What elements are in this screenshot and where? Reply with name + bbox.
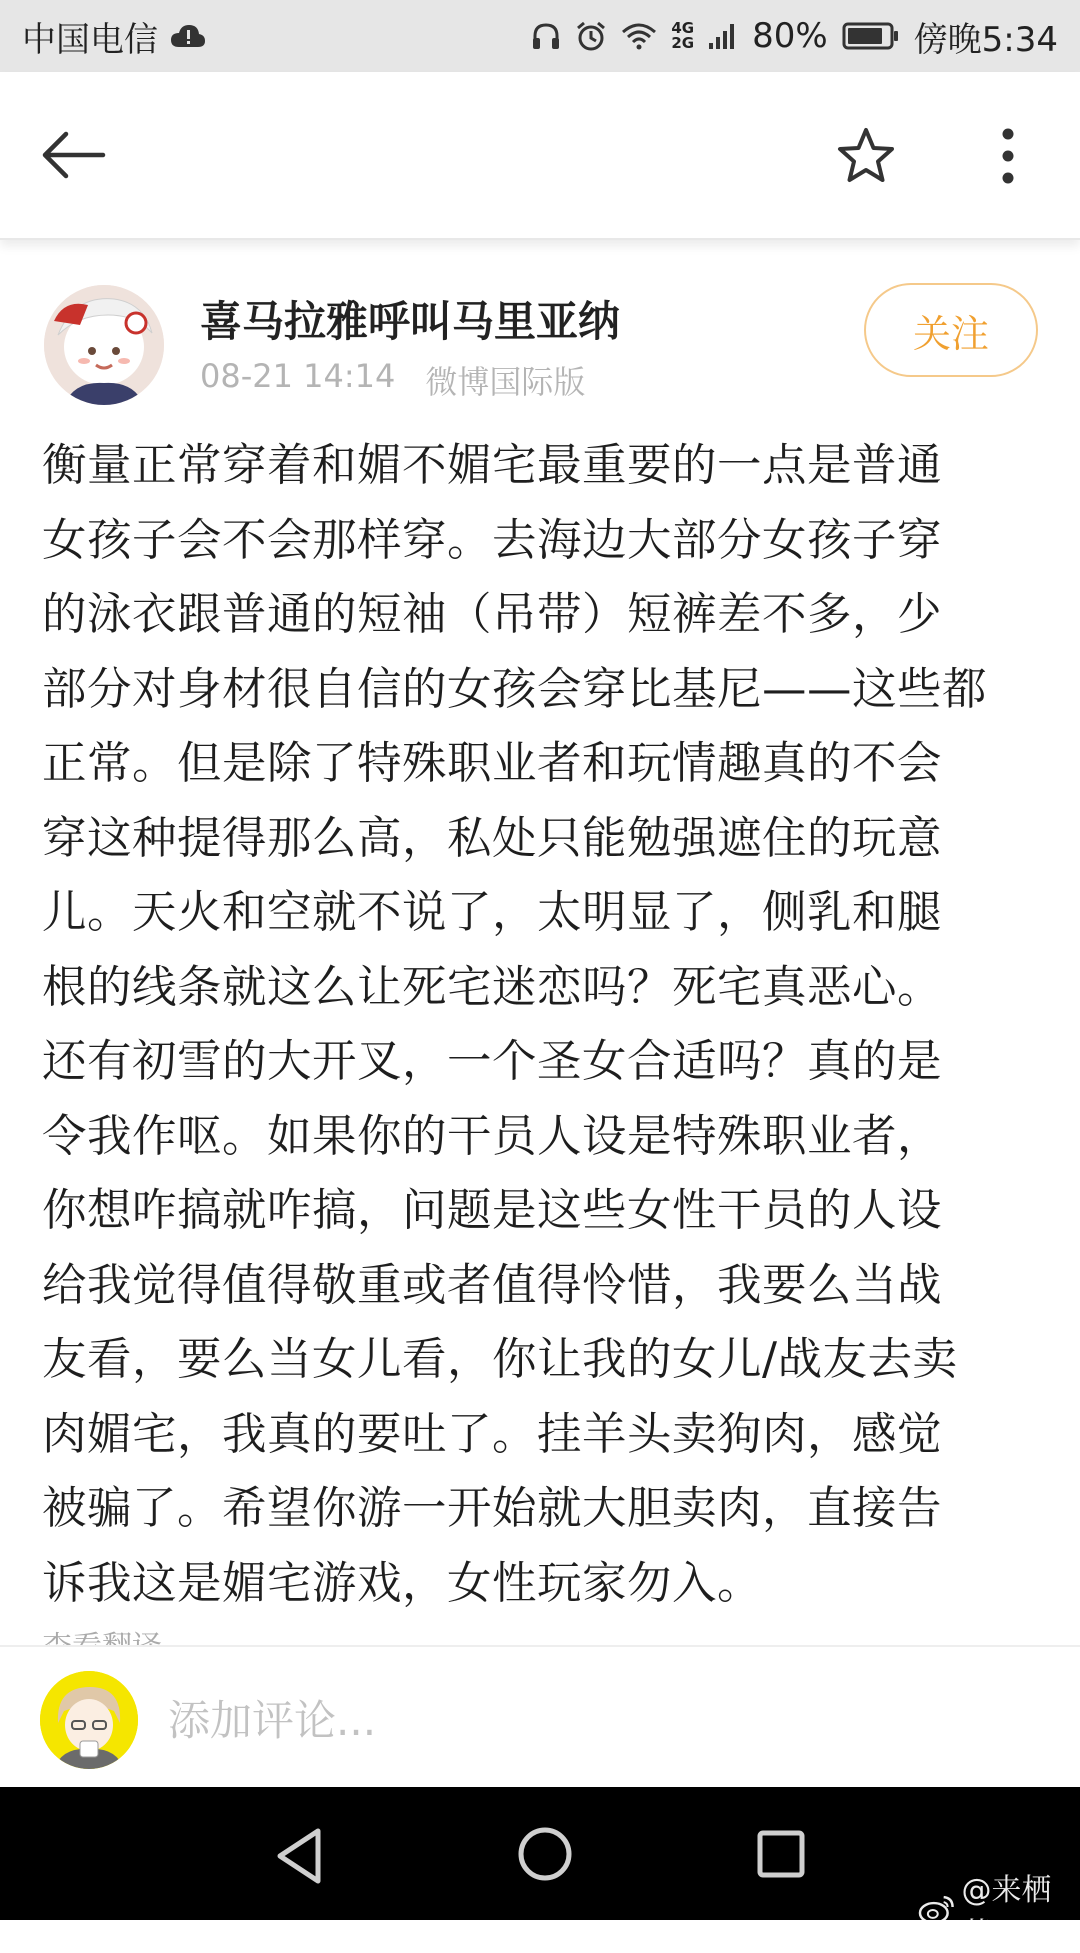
signal-icon [708, 21, 738, 51]
carrier-label: 中国电信 [22, 19, 158, 60]
network-type-bottom: 2G [671, 34, 695, 52]
network-type [671, 21, 694, 51]
post-line: 正常。但是除了特殊职业者和玩情趣真的不会 [42, 738, 943, 789]
follow-button[interactable]: 关注 [864, 283, 1038, 377]
battery-percent: 80% [752, 16, 828, 56]
author-name[interactable]: 喜马拉雅呼叫马里亚纳 [200, 297, 621, 346]
author-avatar[interactable] [44, 285, 164, 405]
post-source: 微博国际版 [425, 363, 586, 401]
post-line: 的泳衣跟普通的短袖（吊带）短裤差不多，少 [42, 589, 943, 640]
alarm-icon [575, 20, 607, 52]
comment-input[interactable] [168, 1677, 1028, 1763]
battery-icon [842, 22, 900, 50]
status-right [531, 12, 1058, 61]
nav-back-button[interactable] [266, 1821, 336, 1891]
post-line: 友看，要么当女儿看，你让我的女儿/战友去卖 [42, 1334, 958, 1385]
cloud-alert-icon [170, 23, 206, 49]
weibo-logo-icon [918, 1893, 956, 1925]
headphones-icon [531, 21, 561, 51]
more-vertical-icon [998, 126, 1018, 186]
nav-back-icon [266, 1821, 336, 1891]
post-line: 令我作呕。如果你的干员人设是特殊职业者， [42, 1110, 943, 1162]
post-line: 穿这种提得那么高，私处只能勉强遮住的玩意 [42, 812, 943, 864]
star-icon [836, 127, 896, 185]
comment-bar [0, 1645, 1080, 1787]
post-line: 部分对身材很自信的女孩会穿比基尼——这些都 [42, 663, 988, 715]
post-line: 还有初雪的大开叉，一个圣女合适吗？真的是 [42, 1036, 943, 1087]
app-header [0, 72, 1080, 240]
user-avatar[interactable] [40, 1671, 138, 1769]
status-left [22, 12, 206, 61]
status-bar [0, 0, 1080, 72]
nav-home-icon [510, 1819, 580, 1889]
nav-recent-button[interactable] [746, 1819, 816, 1889]
post-line: 儿。天火和空就不说了，太明显了，侧乳和腿 [42, 887, 943, 938]
post-line: 女孩子会不会那样穿。去海边大部分女孩子穿 [42, 514, 943, 566]
nav-bar [0, 1787, 1080, 1952]
wifi-icon [621, 22, 657, 50]
back-arrow-icon [40, 130, 106, 180]
post-body [42, 429, 1042, 1621]
post-line: 被骗了。希望你游一开始就大胆卖肉，直接告 [42, 1483, 943, 1534]
post-line: 给我觉得值得敬重或者值得怜惜，我要么当战 [42, 1259, 943, 1311]
post-line: 衡量正常穿着和媚不媚宅最重要的一点是普通 [42, 440, 943, 491]
nav-home-button[interactable] [510, 1819, 580, 1889]
post-line: 诉我这是媚宅游戏，女性玩家勿入。 [42, 1557, 763, 1609]
watermark [918, 1865, 1080, 1953]
back-button[interactable] [40, 120, 130, 190]
post-line: 你想咋搞就咋搞，问题是这些女性干员的人设 [42, 1185, 943, 1236]
post-timestamp: 08-21 14:14 [200, 357, 396, 395]
post-line: 肉媚宅，我真的要吐了。挂羊头卖狗肉，感觉 [42, 1408, 943, 1460]
post-line: 根的线条就这么让死宅迷恋吗？死宅真恶心。 [42, 961, 943, 1013]
more-options-button[interactable] [978, 118, 1038, 194]
favorite-button[interactable] [828, 118, 904, 194]
watermark-text: @来栖蓝 [961, 1873, 1052, 1952]
post-meta [200, 357, 585, 403]
status-time: 傍晚5:34 [913, 19, 1058, 60]
network-type-top: 4G [671, 19, 695, 37]
nav-recent-icon [746, 1819, 816, 1889]
